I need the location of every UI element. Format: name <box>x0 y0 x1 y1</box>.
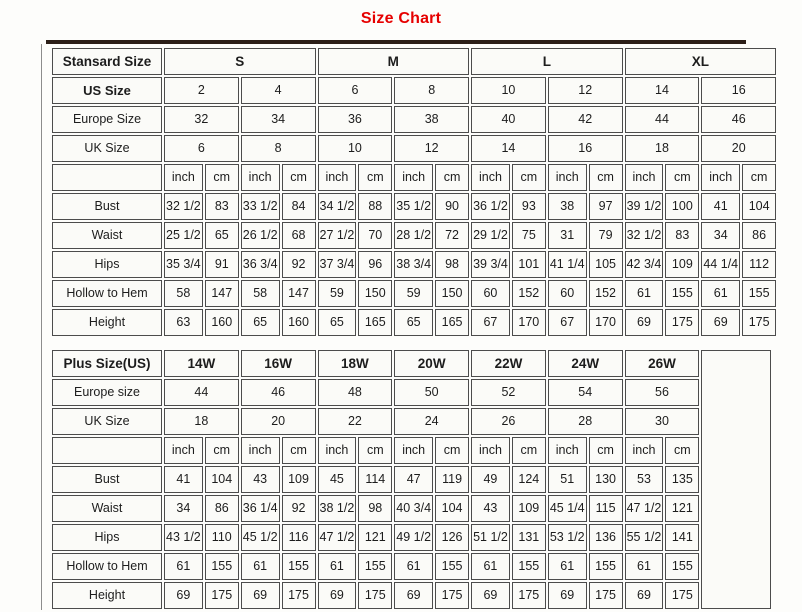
measure-cell: 61 <box>164 553 203 580</box>
measure-cell: 175 <box>665 582 699 609</box>
table-row <box>52 135 776 162</box>
row-label: Hips <box>52 524 162 551</box>
measure-cell: 141 <box>665 524 699 551</box>
unit-label-cm: cm <box>512 164 546 191</box>
measure-cell: 69 <box>548 582 587 609</box>
measure-cell: 114 <box>358 466 392 493</box>
measure-cell: 60 <box>471 280 510 307</box>
unit-label-cm: cm <box>358 164 392 191</box>
measure-cell: 70 <box>358 222 392 249</box>
measure-cell: 47 1/2 <box>625 495 664 522</box>
measure-cell: 45 <box>318 466 357 493</box>
measure-cell: 33 1/2 <box>241 193 280 220</box>
size-group-header: 14W <box>164 350 239 377</box>
row-label: Hollow to Hem <box>52 280 162 307</box>
table-row <box>52 495 771 522</box>
size-cell: 18 <box>625 135 700 162</box>
standard-size-table <box>50 46 778 338</box>
size-group-header: 26W <box>625 350 700 377</box>
measure-cell: 175 <box>589 582 623 609</box>
measure-cell: 116 <box>282 524 316 551</box>
unit-label-inch: inch <box>548 164 587 191</box>
size-cell: 8 <box>394 77 469 104</box>
measure-cell: 136 <box>589 524 623 551</box>
row-label: Waist <box>52 495 162 522</box>
top-border-bar <box>46 40 746 44</box>
unit-label-inch: inch <box>164 437 203 464</box>
size-group-header: 20W <box>394 350 469 377</box>
size-cell: 4 <box>241 77 316 104</box>
plus-size-table <box>50 348 773 611</box>
size-group-header: L <box>471 48 623 75</box>
measure-cell: 104 <box>435 495 469 522</box>
measure-cell: 49 <box>471 466 510 493</box>
size-cell: 40 <box>471 106 546 133</box>
measure-cell: 112 <box>742 251 776 278</box>
row-label: Height <box>52 582 162 609</box>
measure-cell: 41 <box>701 193 740 220</box>
measure-cell: 175 <box>282 582 316 609</box>
size-cell: 44 <box>164 379 239 406</box>
unit-label-inch: inch <box>394 437 433 464</box>
measure-cell: 109 <box>512 495 546 522</box>
size-cell: 20 <box>241 408 316 435</box>
measure-cell: 130 <box>589 466 623 493</box>
measure-cell: 155 <box>665 553 699 580</box>
size-cell: 30 <box>625 408 700 435</box>
measure-cell: 104 <box>742 193 776 220</box>
unit-label-cm: cm <box>435 437 469 464</box>
measure-cell: 69 <box>625 309 664 336</box>
measure-cell: 61 <box>471 553 510 580</box>
measure-cell: 69 <box>164 582 203 609</box>
measure-cell: 41 <box>164 466 203 493</box>
measure-cell: 43 1/2 <box>164 524 203 551</box>
measure-cell: 36 1/2 <box>471 193 510 220</box>
measure-cell: 126 <box>435 524 469 551</box>
measure-cell: 60 <box>548 280 587 307</box>
measure-cell: 61 <box>625 553 664 580</box>
table-row <box>52 309 776 336</box>
measure-cell: 75 <box>512 222 546 249</box>
measure-cell: 69 <box>318 582 357 609</box>
measure-cell: 55 1/2 <box>625 524 664 551</box>
measure-cell: 155 <box>512 553 546 580</box>
unit-label-inch: inch <box>241 164 280 191</box>
measure-cell: 121 <box>358 524 392 551</box>
size-group-header: M <box>318 48 470 75</box>
measure-cell: 61 <box>318 553 357 580</box>
measure-cell: 40 3/4 <box>394 495 433 522</box>
measure-cell: 34 <box>701 222 740 249</box>
table-row <box>52 48 776 75</box>
unit-label-cm: cm <box>205 164 239 191</box>
table-row <box>52 193 776 220</box>
measure-cell: 155 <box>282 553 316 580</box>
measure-cell: 65 <box>394 309 433 336</box>
measure-cell: 152 <box>512 280 546 307</box>
measure-cell: 63 <box>164 309 203 336</box>
measure-cell: 69 <box>241 582 280 609</box>
size-cell: 14 <box>471 135 546 162</box>
measure-cell: 59 <box>394 280 433 307</box>
measure-cell: 104 <box>205 466 239 493</box>
measure-cell: 72 <box>435 222 469 249</box>
measure-cell: 38 <box>548 193 587 220</box>
measure-cell: 121 <box>665 495 699 522</box>
measure-cell: 135 <box>665 466 699 493</box>
measure-cell: 175 <box>512 582 546 609</box>
unit-label-cm: cm <box>665 164 699 191</box>
measure-cell: 175 <box>205 582 239 609</box>
unit-label-cm: cm <box>589 437 623 464</box>
size-cell: 24 <box>394 408 469 435</box>
measure-cell: 155 <box>205 553 239 580</box>
size-group-header: 22W <box>471 350 546 377</box>
size-cell: 14 <box>625 77 700 104</box>
measure-cell: 90 <box>435 193 469 220</box>
unit-label-inch: inch <box>701 164 740 191</box>
measure-cell: 69 <box>625 582 664 609</box>
measure-cell: 170 <box>589 309 623 336</box>
measure-cell: 47 1/2 <box>318 524 357 551</box>
table-row <box>52 466 771 493</box>
table-row <box>52 582 771 609</box>
row-label: Europe Size <box>52 106 162 133</box>
size-cell: 18 <box>164 408 239 435</box>
measure-cell: 65 <box>205 222 239 249</box>
size-cell: 22 <box>318 408 393 435</box>
measure-cell: 67 <box>548 309 587 336</box>
table-row <box>52 350 771 377</box>
measure-cell: 96 <box>358 251 392 278</box>
measure-cell: 39 1/2 <box>625 193 664 220</box>
table-row <box>52 379 771 406</box>
size-cell: 46 <box>241 379 316 406</box>
size-cell: 12 <box>394 135 469 162</box>
measure-cell: 41 1/4 <box>548 251 587 278</box>
row-label: Hips <box>52 251 162 278</box>
size-group-header: S <box>164 48 316 75</box>
measure-cell: 98 <box>358 495 392 522</box>
size-cell: 6 <box>318 77 393 104</box>
unit-label-cm: cm <box>358 437 392 464</box>
size-cell: 10 <box>471 77 546 104</box>
row-label: Europe size <box>52 379 162 406</box>
measure-cell: 36 3/4 <box>241 251 280 278</box>
measure-cell: 155 <box>589 553 623 580</box>
unit-label-inch: inch <box>318 164 357 191</box>
measure-cell: 29 1/2 <box>471 222 510 249</box>
measure-cell: 65 <box>318 309 357 336</box>
unit-label-inch: inch <box>241 437 280 464</box>
size-cell: 26 <box>471 408 546 435</box>
measure-cell: 91 <box>205 251 239 278</box>
measure-cell: 43 <box>471 495 510 522</box>
size-cell: 36 <box>318 106 393 133</box>
size-cell: 16 <box>548 135 623 162</box>
measure-cell: 155 <box>358 553 392 580</box>
measure-cell: 61 <box>548 553 587 580</box>
measure-cell: 175 <box>435 582 469 609</box>
size-cell: 8 <box>241 135 316 162</box>
measure-cell: 124 <box>512 466 546 493</box>
measure-cell: 28 1/2 <box>394 222 433 249</box>
measure-cell: 69 <box>471 582 510 609</box>
plus-size-table <box>50 348 773 611</box>
unit-label-inch: inch <box>394 164 433 191</box>
row-label: Bust <box>52 193 162 220</box>
size-cell: 42 <box>548 106 623 133</box>
measure-cell: 79 <box>589 222 623 249</box>
unit-label-inch: inch <box>625 437 664 464</box>
measure-cell: 58 <box>241 280 280 307</box>
page-title: Size Chart <box>360 10 442 27</box>
table-row <box>52 251 776 278</box>
measure-cell: 86 <box>742 222 776 249</box>
measure-cell: 160 <box>205 309 239 336</box>
size-cell: 12 <box>548 77 623 104</box>
size-group-header: 16W <box>241 350 316 377</box>
table-row <box>52 77 776 104</box>
measure-cell: 147 <box>282 280 316 307</box>
measure-cell: 115 <box>589 495 623 522</box>
measure-cell: 45 1/2 <box>241 524 280 551</box>
measure-cell: 59 <box>318 280 357 307</box>
size-cell: 28 <box>548 408 623 435</box>
table-row <box>52 553 771 580</box>
size-cell: 10 <box>318 135 393 162</box>
table-row <box>52 280 776 307</box>
measure-cell: 150 <box>435 280 469 307</box>
measure-cell: 147 <box>205 280 239 307</box>
standard-size-table <box>50 46 778 338</box>
table-row <box>52 408 771 435</box>
size-group-header: XL <box>625 48 777 75</box>
size-cell: 46 <box>701 106 776 133</box>
measure-cell: 105 <box>589 251 623 278</box>
size-cell: 54 <box>548 379 623 406</box>
row-label: Height <box>52 309 162 336</box>
measure-cell: 119 <box>435 466 469 493</box>
measure-cell: 93 <box>512 193 546 220</box>
measure-cell: 61 <box>394 553 433 580</box>
size-cell: 20 <box>701 135 776 162</box>
measure-cell: 84 <box>282 193 316 220</box>
measure-cell: 165 <box>435 309 469 336</box>
measure-cell: 69 <box>394 582 433 609</box>
unit-row-blank-cell <box>52 437 162 464</box>
measure-cell: 61 <box>701 280 740 307</box>
table-row <box>52 437 771 464</box>
size-cell: 48 <box>318 379 393 406</box>
measure-cell: 83 <box>205 193 239 220</box>
measure-cell: 86 <box>205 495 239 522</box>
measure-cell: 175 <box>358 582 392 609</box>
measure-cell: 155 <box>742 280 776 307</box>
row-label: Bust <box>52 466 162 493</box>
measure-cell: 65 <box>241 309 280 336</box>
measure-cell: 152 <box>589 280 623 307</box>
measure-cell: 92 <box>282 251 316 278</box>
measure-cell: 110 <box>205 524 239 551</box>
measure-cell: 165 <box>358 309 392 336</box>
table-row <box>52 222 776 249</box>
row-label: Waist <box>52 222 162 249</box>
unit-label-inch: inch <box>471 164 510 191</box>
unit-label-inch: inch <box>318 437 357 464</box>
measure-cell: 160 <box>282 309 316 336</box>
size-cell: 52 <box>471 379 546 406</box>
measure-cell: 53 1/2 <box>548 524 587 551</box>
measure-cell: 39 3/4 <box>471 251 510 278</box>
measure-cell: 88 <box>358 193 392 220</box>
row-label: US Size <box>52 77 162 104</box>
measure-cell: 51 <box>548 466 587 493</box>
unit-label-cm: cm <box>665 437 699 464</box>
measure-cell: 109 <box>665 251 699 278</box>
table-corner-label: Plus Size(US) <box>52 350 162 377</box>
measure-cell: 38 1/2 <box>318 495 357 522</box>
measure-cell: 53 <box>625 466 664 493</box>
unit-row-blank-cell <box>52 164 162 191</box>
size-cell: 32 <box>164 106 239 133</box>
measure-cell: 36 1/4 <box>241 495 280 522</box>
unit-label-cm: cm <box>512 437 546 464</box>
unit-label-cm: cm <box>589 164 623 191</box>
measure-cell: 43 <box>241 466 280 493</box>
measure-cell: 170 <box>512 309 546 336</box>
size-cell: 44 <box>625 106 700 133</box>
size-cell: 6 <box>164 135 239 162</box>
size-group-header: 24W <box>548 350 623 377</box>
unit-label-cm: cm <box>282 164 316 191</box>
measure-cell: 131 <box>512 524 546 551</box>
empty-column-cell <box>701 350 771 609</box>
measure-cell: 35 3/4 <box>164 251 203 278</box>
size-group-header: 18W <box>318 350 393 377</box>
measure-cell: 27 1/2 <box>318 222 357 249</box>
measure-cell: 42 3/4 <box>625 251 664 278</box>
measure-cell: 92 <box>282 495 316 522</box>
table-row <box>52 524 771 551</box>
measure-cell: 32 1/2 <box>164 193 203 220</box>
measure-cell: 109 <box>282 466 316 493</box>
unit-label-cm: cm <box>742 164 776 191</box>
unit-label-cm: cm <box>205 437 239 464</box>
measure-cell: 51 1/2 <box>471 524 510 551</box>
measure-cell: 155 <box>435 553 469 580</box>
measure-cell: 101 <box>512 251 546 278</box>
size-cell: 16 <box>701 77 776 104</box>
measure-cell: 25 1/2 <box>164 222 203 249</box>
measure-cell: 32 1/2 <box>625 222 664 249</box>
measure-cell: 100 <box>665 193 699 220</box>
measure-cell: 34 <box>164 495 203 522</box>
row-label: UK Size <box>52 408 162 435</box>
measure-cell: 61 <box>625 280 664 307</box>
measure-cell: 38 3/4 <box>394 251 433 278</box>
measure-cell: 97 <box>589 193 623 220</box>
unit-label-inch: inch <box>471 437 510 464</box>
measure-cell: 61 <box>241 553 280 580</box>
unit-label-inch: inch <box>625 164 664 191</box>
measure-cell: 26 1/2 <box>241 222 280 249</box>
size-cell: 2 <box>164 77 239 104</box>
unit-label-cm: cm <box>435 164 469 191</box>
measure-cell: 69 <box>701 309 740 336</box>
measure-cell: 83 <box>665 222 699 249</box>
measure-cell: 37 3/4 <box>318 251 357 278</box>
measure-cell: 31 <box>548 222 587 249</box>
measure-cell: 35 1/2 <box>394 193 433 220</box>
measure-cell: 34 1/2 <box>318 193 357 220</box>
size-cell: 56 <box>625 379 700 406</box>
measure-cell: 98 <box>435 251 469 278</box>
row-label: UK Size <box>52 135 162 162</box>
measure-cell: 67 <box>471 309 510 336</box>
left-edge-line <box>41 44 42 610</box>
table-row <box>52 106 776 133</box>
measure-cell: 49 1/2 <box>394 524 433 551</box>
unit-label-cm: cm <box>282 437 316 464</box>
measure-cell: 58 <box>164 280 203 307</box>
table-corner-label: Stansard Size <box>52 48 162 75</box>
unit-label-inch: inch <box>548 437 587 464</box>
size-cell: 34 <box>241 106 316 133</box>
table-row <box>52 164 776 191</box>
measure-cell: 45 1/4 <box>548 495 587 522</box>
row-label: Hollow to Hem <box>52 553 162 580</box>
measure-cell: 155 <box>665 280 699 307</box>
size-cell: 50 <box>394 379 469 406</box>
unit-label-inch: inch <box>164 164 203 191</box>
measure-cell: 47 <box>394 466 433 493</box>
measure-cell: 175 <box>665 309 699 336</box>
measure-cell: 150 <box>358 280 392 307</box>
measure-cell: 68 <box>282 222 316 249</box>
measure-cell: 175 <box>742 309 776 336</box>
size-cell: 38 <box>394 106 469 133</box>
measure-cell: 44 1/4 <box>701 251 740 278</box>
